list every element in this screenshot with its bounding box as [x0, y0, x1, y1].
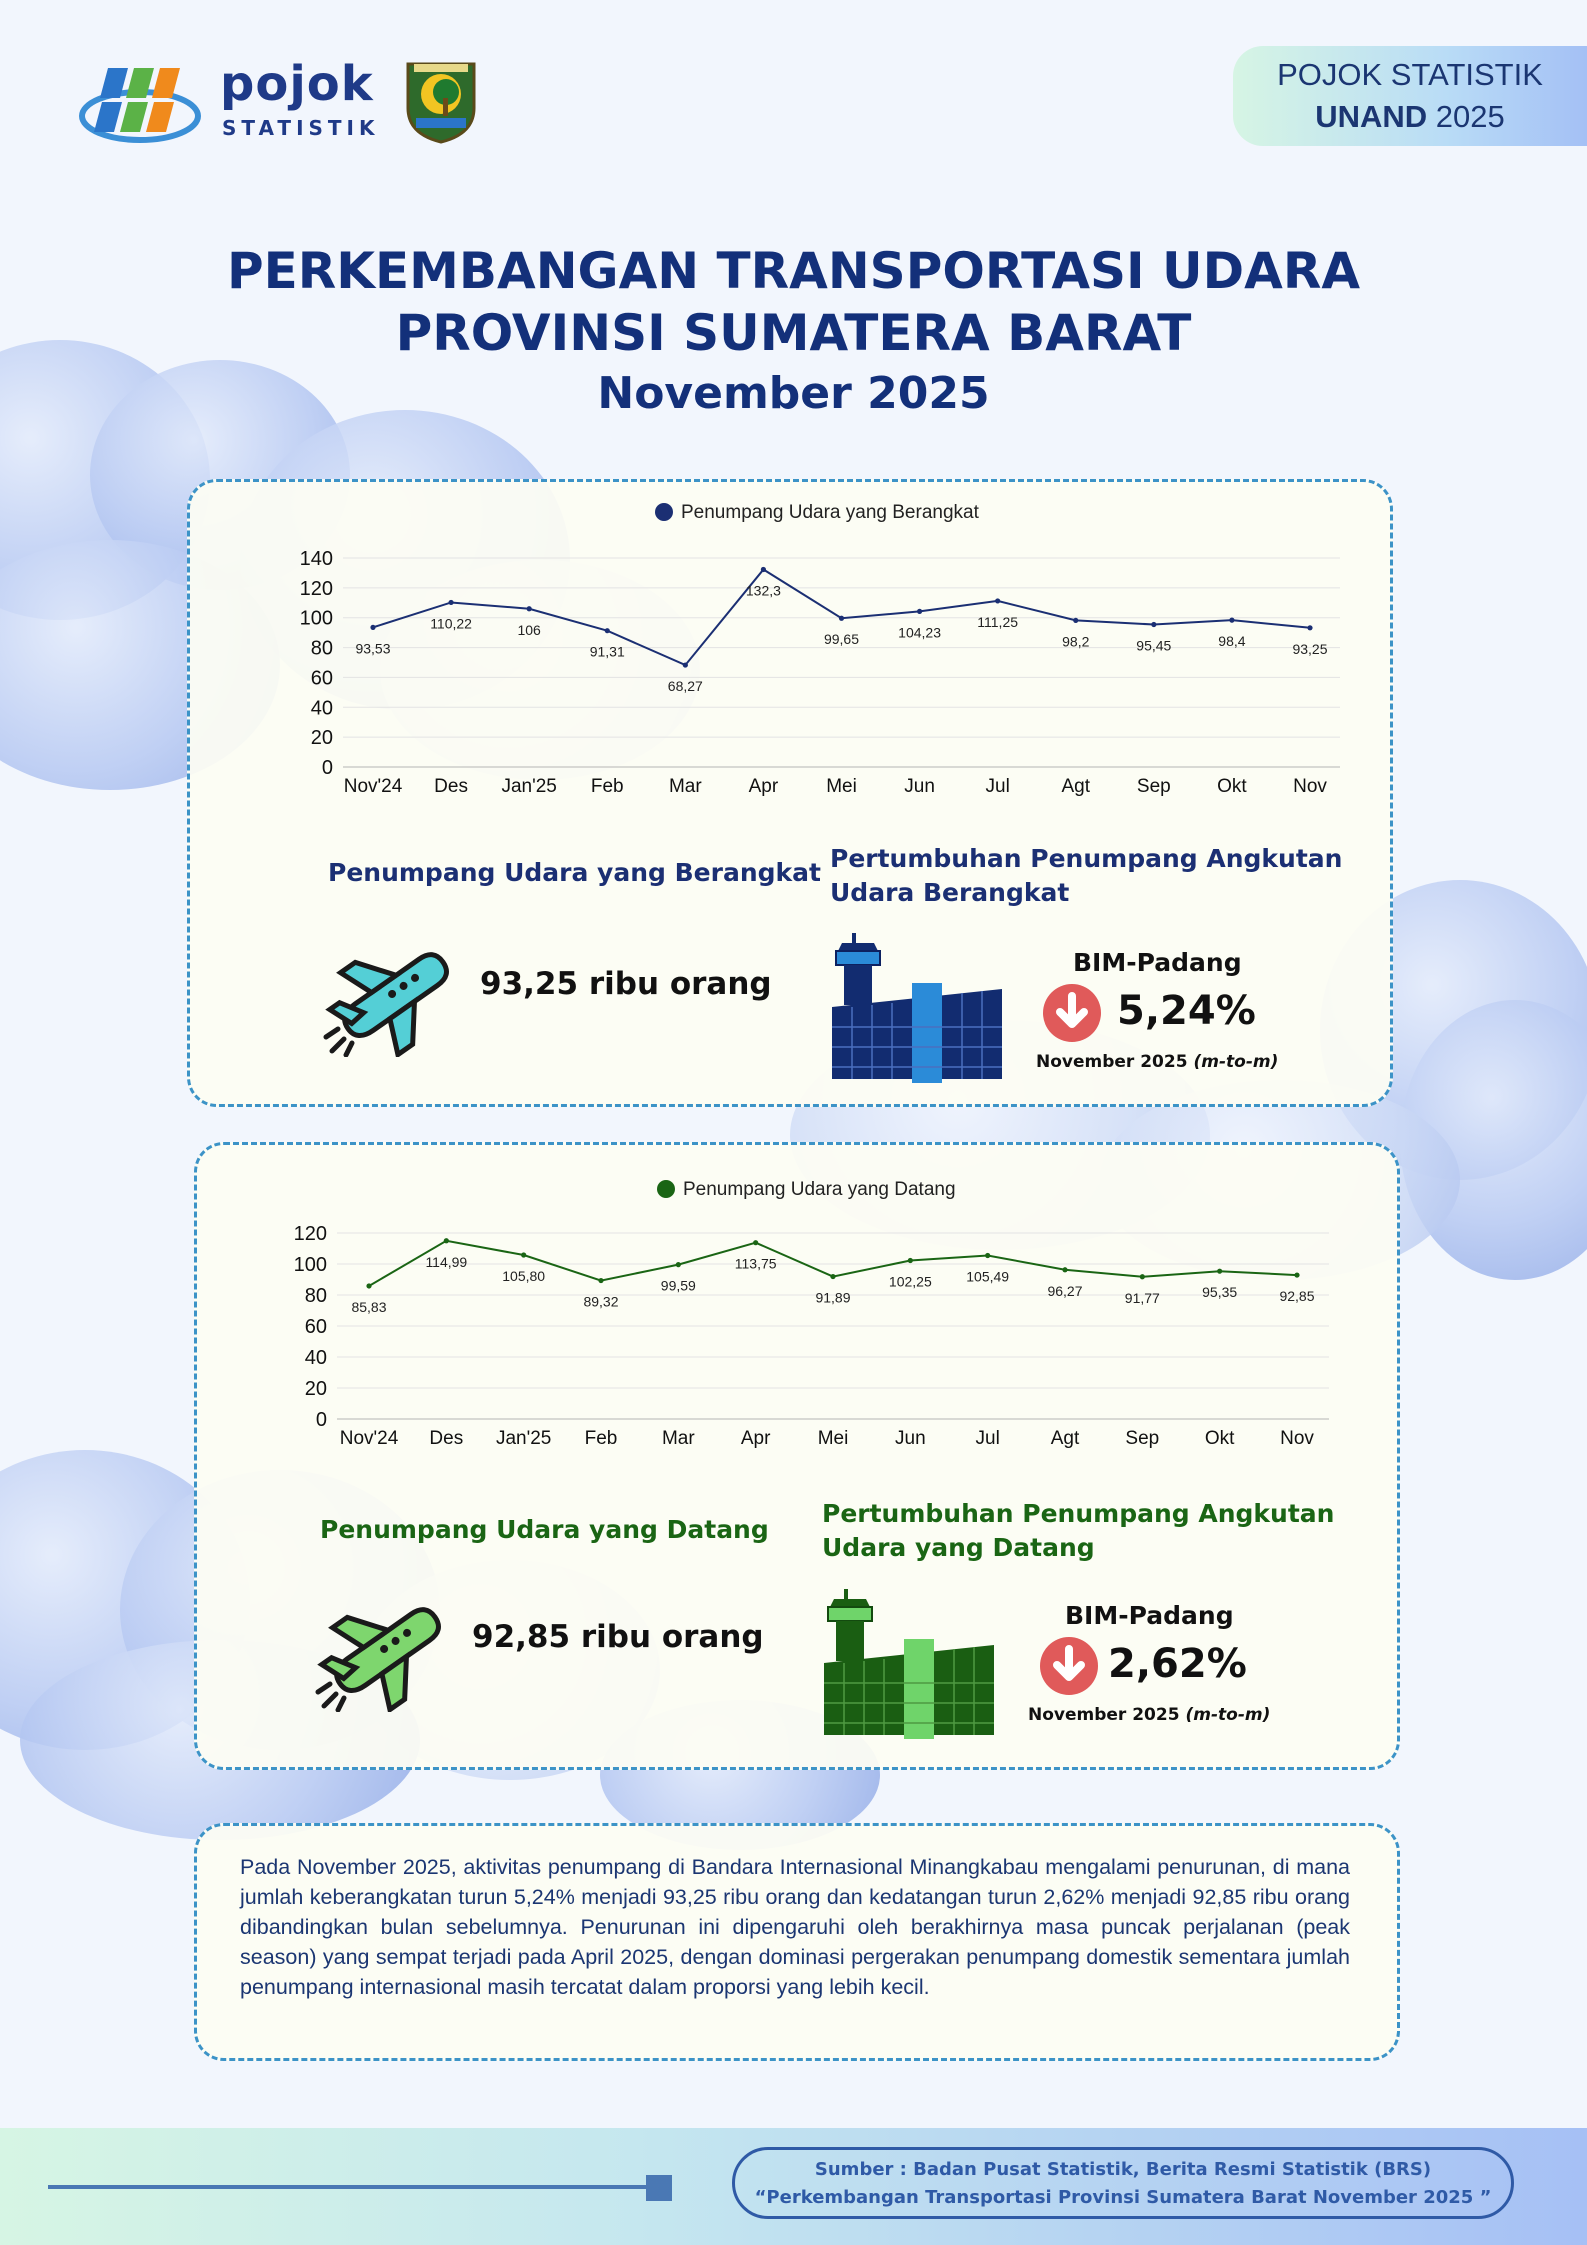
arrivals-value: 92,85 ribu orang: [472, 1619, 764, 1655]
x-tick-label: Sep: [1136, 776, 1171, 797]
data-point: [985, 1253, 990, 1258]
y-tick-label: 0: [315, 1409, 327, 1431]
arrivals-card: [194, 1142, 1400, 1770]
y-tick-label: 0: [321, 757, 333, 779]
x-tick-label: Feb: [584, 1428, 618, 1449]
data-point: [1217, 1269, 1222, 1274]
x-tick-label: Mar: [661, 1428, 695, 1449]
tag-line2: [1233, 96, 1587, 138]
data-point: [753, 1240, 758, 1245]
brand-sub: STATISTIK: [222, 116, 380, 140]
data-point: [761, 567, 766, 572]
departures-card: [187, 479, 1393, 1107]
footer-square: [646, 2175, 672, 2201]
airport-building-icon: [822, 1583, 1002, 1743]
data-point: [444, 1238, 449, 1243]
x-tick-label: Apr: [748, 776, 779, 797]
event-tag: [1233, 46, 1587, 146]
data-label: 95,35: [1202, 1284, 1238, 1301]
footer-divider: [48, 2185, 658, 2189]
data-label: 98,4: [1218, 633, 1246, 650]
data-point: [676, 1262, 681, 1267]
y-tick-label: 60: [304, 1316, 327, 1338]
period-main: November 2025: [1028, 1705, 1180, 1725]
y-tick-label: 60: [310, 667, 333, 690]
data-label: 92,85: [1279, 1288, 1315, 1305]
y-tick-label: 40: [304, 1347, 327, 1369]
x-tick-label: Agt: [1050, 1428, 1080, 1449]
x-tick-label: Jan'25: [501, 776, 557, 797]
x-tick-label: Nov: [1293, 776, 1327, 797]
y-tick-label: 120: [293, 1223, 327, 1245]
y-tick-label: 40: [310, 697, 333, 720]
data-point: [995, 598, 1000, 603]
period-main: November 2025: [1036, 1052, 1188, 1072]
data-point: [1073, 618, 1078, 623]
data-label: 104,23: [898, 624, 941, 641]
legend-label: Penumpang Udara yang Berangkat: [681, 502, 979, 523]
bps-logo-icon: [78, 58, 202, 148]
x-tick-label: Okt: [1204, 1428, 1235, 1449]
x-tick-label: Agt: [1061, 776, 1091, 797]
x-tick-label: Sep: [1125, 1428, 1160, 1449]
arrivals-line-chart: [223, 1213, 1353, 1503]
data-label: 95,45: [1136, 637, 1172, 654]
data-point: [1307, 625, 1312, 630]
data-label: 99,65: [823, 631, 860, 648]
data-label: 91,77: [1124, 1289, 1160, 1306]
y-tick-label: 100: [299, 607, 333, 630]
data-point: [908, 1258, 913, 1263]
province-crest-icon: [404, 58, 478, 144]
source-line1: Sumber : Badan Pusat Statistik, Berita Resmi Statistik (BRS): [814, 2159, 1432, 2180]
data-point: [370, 625, 375, 630]
x-tick-label: Jun: [904, 776, 935, 797]
x-tick-label: Mei: [817, 1428, 849, 1449]
data-label: 91,89: [815, 1289, 851, 1306]
brand-word: pojok: [220, 56, 374, 112]
departures-growth-value: 5,24%: [1117, 988, 1256, 1034]
data-point: [527, 606, 532, 611]
departures-growth-title: [830, 842, 1342, 910]
data-label: 85,83: [351, 1298, 387, 1315]
data-label: 105,49: [966, 1268, 1010, 1285]
tag-year: 2025: [1435, 99, 1505, 134]
data-point: [917, 609, 922, 614]
airplane-icon: [310, 1592, 460, 1712]
departures-period: [1036, 1052, 1278, 1072]
arrivals-airport-label: BIM-Padang: [1065, 1601, 1234, 1630]
growth-title-line2: Udara yang Datang: [822, 1533, 1095, 1562]
data-point: [839, 616, 844, 621]
x-tick-label: Des: [434, 776, 468, 797]
growth-title-line1: Pertumbuhan Penumpang Angkutan: [822, 1499, 1335, 1528]
x-tick-label: Nov'24: [339, 1428, 399, 1449]
data-label: 114,99: [425, 1253, 468, 1270]
data-label: 132,3: [745, 582, 781, 599]
data-point: [366, 1283, 371, 1288]
period-note: (m-to-m): [1185, 1705, 1271, 1725]
data-label: 113,75: [734, 1255, 777, 1272]
x-tick-label: Okt: [1217, 776, 1247, 797]
arrivals-down-arrow-icon: [1040, 1637, 1098, 1695]
x-tick-label: Mar: [668, 776, 702, 797]
source-citation: [732, 2147, 1514, 2219]
x-tick-label: Jun: [895, 1428, 926, 1449]
y-tick-label: 80: [304, 1285, 327, 1307]
data-point: [1140, 1274, 1145, 1279]
data-label: 93,25: [1292, 640, 1328, 657]
data-label: 89,32: [583, 1293, 619, 1310]
data-point: [1294, 1272, 1299, 1277]
y-tick-label: 140: [299, 548, 333, 570]
growth-title-line1: Pertumbuhan Penumpang Angkutan: [830, 844, 1343, 873]
x-tick-label: Apr: [740, 1428, 771, 1449]
chart-legend-departures: [655, 502, 979, 524]
data-label: 68,27: [667, 678, 703, 695]
data-point: [598, 1278, 603, 1283]
y-tick-label: 100: [293, 1254, 327, 1276]
page-subtitle-period: November 2025: [597, 368, 990, 419]
arrivals-section-title: Penumpang Udara yang Datang: [320, 1515, 769, 1544]
data-point: [1062, 1267, 1067, 1272]
data-point: [830, 1274, 835, 1279]
data-label: 111,25: [977, 613, 1019, 630]
data-label: 98,2: [1062, 633, 1090, 650]
airplane-icon: [318, 937, 468, 1057]
y-tick-label: 20: [304, 1378, 327, 1400]
data-label: 96,27: [1047, 1282, 1083, 1299]
data-point: [1151, 622, 1156, 627]
legend-dot: [655, 503, 673, 521]
period-note: (m-to-m): [1193, 1052, 1279, 1072]
arrivals-growth-title: [822, 1497, 1334, 1565]
legend-label: Penumpang Udara yang Datang: [683, 1179, 956, 1200]
data-point: [521, 1252, 526, 1257]
data-label: 106: [517, 621, 541, 638]
data-label: 105,80: [502, 1268, 546, 1285]
x-tick-label: Feb: [590, 776, 624, 797]
departures-section-title: Penumpang Udara yang Berangkat: [328, 858, 821, 887]
data-label: 91,31: [589, 643, 625, 660]
growth-title-line2: Udara Berangkat: [830, 878, 1070, 907]
x-tick-label: Nov: [1280, 1428, 1314, 1449]
legend-dot: [657, 1180, 675, 1198]
data-point: [605, 628, 610, 633]
x-tick-label: Jul: [975, 1428, 1000, 1449]
departures-down-arrow-icon: [1043, 984, 1101, 1042]
arrivals-period: [1028, 1705, 1270, 1725]
chart-legend-arrivals: [657, 1179, 956, 1201]
data-point: [683, 662, 688, 667]
data-point: [1229, 618, 1234, 623]
departures-line-chart: [230, 532, 1360, 852]
summary-paragraph: Pada November 2025, aktivitas penumpang di Bandara Internasional Minangkabau mengalami penurunan, di mana jumlah keberangkatan turun 5,24% menjadi 93,25 ribu orang dan kedatangan turun 2,62% menjadi 92,85 ribu orang dibandingkan bulan sebelumnya. Penurunan ini dipengaruhi oleh berakhirnya masa puncak perjalanan (peak season) yang sempat terjadi pada April 2025, dengan dominasi pergerakan penumpang domestik sementara jumlah penumpang internasional masih tercatat dalam proporsi yang lebih kecil.: [240, 1855, 1350, 1999]
arrivals-growth-value: 2,62%: [1108, 1641, 1247, 1687]
x-tick-label: Mei: [826, 776, 857, 797]
tag-unand: UNAND: [1315, 99, 1428, 134]
data-label: 99,59: [660, 1277, 696, 1294]
x-tick-label: Des: [429, 1428, 464, 1449]
y-tick-label: 80: [310, 637, 333, 660]
airport-building-icon: [830, 927, 1010, 1087]
data-label: 93,53: [355, 640, 391, 657]
source-line2: “Perkembangan Transportasi Provinsi Sumatera Barat November 2025 ”: [754, 2187, 1492, 2208]
x-tick-label: Jan'25: [495, 1428, 552, 1449]
page-title: PERKEMBANGAN TRANSPORTASI UDARA: [226, 242, 1361, 300]
departures-airport-label: BIM-Padang: [1073, 948, 1242, 977]
tag-line1: POJOK STATISTIK: [1277, 57, 1543, 92]
departures-value: 93,25 ribu orang: [480, 966, 772, 1002]
page-title-line2: PROVINSI SUMATERA BARAT: [395, 304, 1192, 362]
x-tick-label: Nov'24: [343, 776, 403, 797]
y-tick-label: 20: [310, 727, 333, 750]
x-tick-label: Jul: [985, 776, 1010, 797]
data-label: 102,25: [888, 1273, 932, 1290]
y-tick-label: 120: [299, 577, 333, 600]
data-label: 110,22: [430, 615, 472, 632]
data-point: [448, 600, 453, 605]
